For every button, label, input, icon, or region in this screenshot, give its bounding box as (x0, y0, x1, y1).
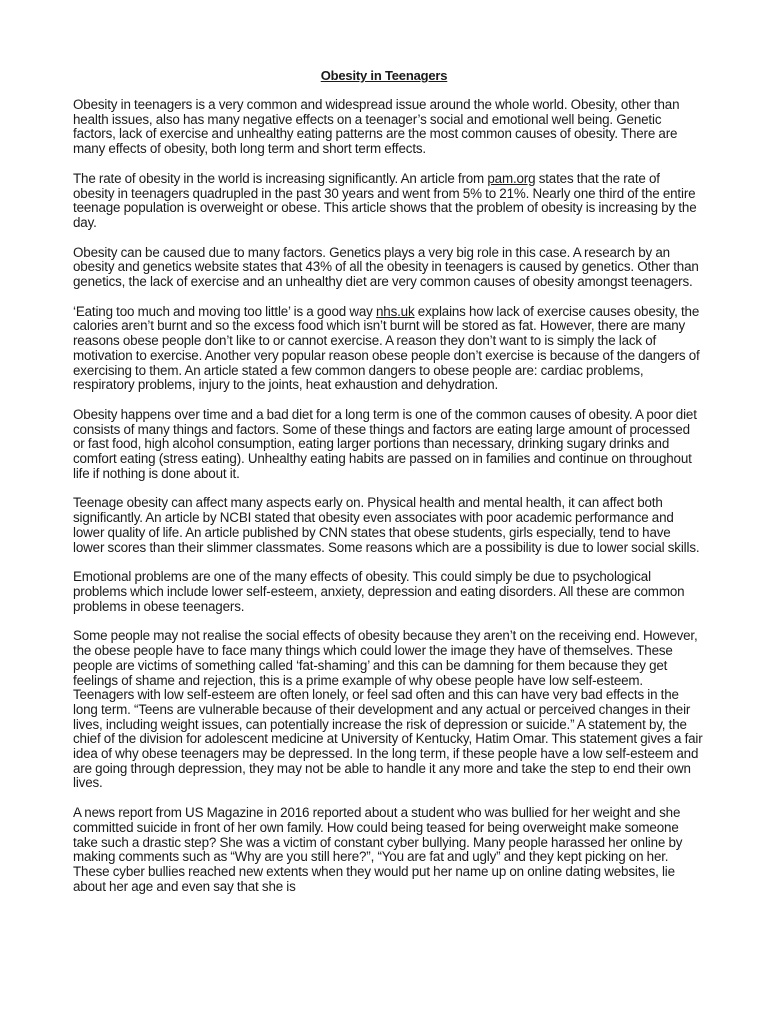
paragraph-news-report: A news report from US Magazine in 2016 reported about a student who was bullied for her weight and she committed suicide in front of her own family. How could being teased for being overweight make someone take such a drastic step? She was a victim of constant cyber bullying. Many people harassed her online by making comments such as “Why are you still here?”, “You are fat and ugly” and they kept picking on her. These cyber bullies reached new extents when they would put her name up on online dating websites, lie about her age and even say that she is (73, 805, 683, 894)
paragraph-emotional: Emotional problems are one of the many effects of obesity. This could simply be due to psychological problems which include lower self-esteem, anxiety, depression and eating disorders. All these are common problems in obese teenagers. (73, 569, 685, 614)
pam-org-link[interactable]: pam.org (487, 170, 536, 186)
paragraph-rate-text-before: The rate of obesity in the world is increasing significantly. An article from (73, 170, 488, 186)
paragraph-rate-text-after: states that the rate of obesity in teenagers quadrupled in the past 30 years and went from 5% to 21%. Nearly one third of the entire teenage population is overweight or obese. This article shows that the problem of obesity is increasing by the day. (73, 170, 697, 230)
paragraph-exercise-text-after: explains how lack of exercise causes obesity, the calories aren’t burnt and so the excess food which isn’t burnt will be stored as fat. However, there are many reasons obese people don’t like to or cannot exercise. A reason they don’t want to is simply the lack of motivation to exercise. Another very popular reason obese people don’t exercise is because of the dangers of exercising to them. An article stated a few common dangers to obese people are: cardiac problems, respiratory problems, injury to the joints, heat exhaustion and dehydration. (73, 303, 700, 393)
paragraph-causes: Obesity can be caused due to many factors. Genetics plays a very big role in this case. A research by an obesity and genetics website states that 43% of all the obesity in teenagers is caused by genetics. Other than genetics, the lack of exercise and an unhealthy diet are very common causes of obesity amongst teenagers. (73, 244, 699, 290)
paragraph-rate (73, 172, 703, 231)
paragraph-intro: Obesity in teenagers is a very common and widespread issue around the whole world. Obesity, other than health issues, also has many negative effects on a teenager’s social and emotional well being. Genetic factors, lack of exercise and unhealthy eating patterns are the most common causes of obesity. There are many effects of obesity, both long term and short term effects. (73, 97, 680, 157)
paragraph-exercise-text-before: ‘Eating too much and moving too little’ is a good way (73, 303, 376, 319)
document-body (73, 98, 703, 909)
document-title: Obesity in Teenagers (320, 68, 448, 83)
paragraph-social: Some people may not realise the social effects of obesity because they aren’t on the receiving end. However, the obese people have to face many things which could lower the image they have of themselves. These people are victims of something called ‘fat-shaming’ and this can be damning for them because they get feelings of shame and rejection, this is a prime example of why obese people have low self-esteem. Teenagers with low self-esteem are often lonely, or feel sad often and this can have very bad effects in the long term. “Teens are vulnerable because of their development and any actual or perceived changes in their lives, including weight issues, can potentially increase the risk of depression or suicide.” A statement by, the chief of the division for adolescent medicine at University of Kentucky, Hatim Omar. This statement gives a fair idea of why obese teenagers may be depressed. In the long term, if these people have a low self-esteem and are going through depression, they may not be able to handle it any more and take the step to end their own lives. (73, 628, 703, 791)
paragraph-exercise (73, 305, 703, 393)
nhs-uk-link[interactable]: nhs.uk (375, 303, 415, 319)
paragraph-health-effects: Teenage obesity can affect many aspects early on. Physical health and mental health, it can affect both significantly. An article by NCBI stated that obesity even associates with poor academic performance and lower quality of life. An article published by CNN states that obese students, girls especially, tend to have lower scores than their slimmer classmates. Some reasons which are a possibility is due to lower social skills. (73, 495, 700, 555)
paragraph-diet: Obesity happens over time and a bad diet for a long term is one of the common causes of obesity. A poor diet consists of many things and factors. Some of these things and factors are eating large amount of processed or fast food, high alcohol consumption, eating larger portions than necessary, drinking sugary drinks and comfort eating (stress eating). Unhealthy eating habits are passed on in families and continue on throughout life if nothing is done about it. (73, 406, 697, 481)
